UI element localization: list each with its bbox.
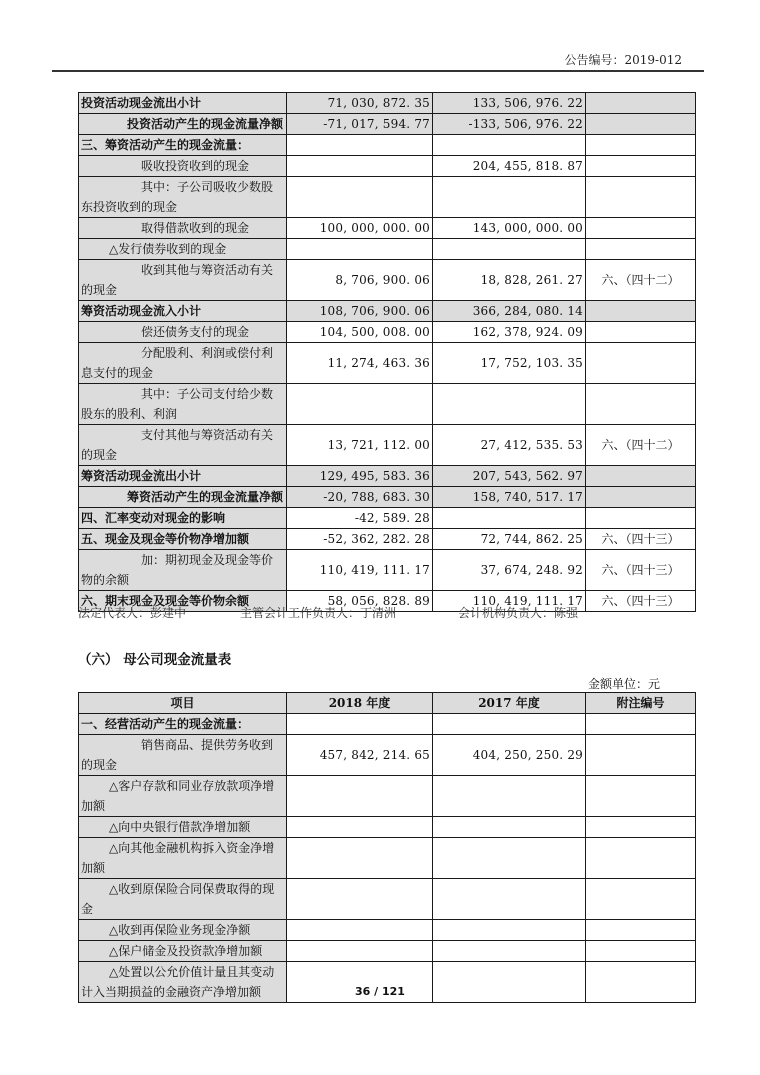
note-ref [586, 343, 696, 384]
value-2017 [433, 817, 586, 838]
value-2018: 58, 056, 828. 89 [287, 591, 433, 612]
value-2017: 133, 506, 976. 22 [433, 93, 586, 114]
value-2017: -133, 506, 976. 22 [433, 114, 586, 135]
value-2018: 13, 721, 112. 00 [287, 425, 433, 466]
value-2017 [433, 776, 586, 817]
table-row [79, 529, 696, 550]
row-label: △收到原保险合同保费取得的现金 [79, 879, 287, 920]
table-row [79, 384, 696, 425]
value-2017: 204, 455, 818. 87 [433, 156, 586, 177]
value-2018 [287, 941, 433, 962]
value-2017 [433, 920, 586, 941]
note-ref [586, 920, 696, 941]
table-row [79, 941, 696, 962]
header-note: 附注编号 [586, 693, 696, 714]
table-row [79, 239, 696, 260]
row-label: △发行债券收到的现金 [79, 239, 287, 260]
table-row [79, 920, 696, 941]
value-2018: 71, 030, 872. 35 [287, 93, 433, 114]
row-label: 筹资活动产生的现金流量净额 [79, 487, 287, 508]
value-2017 [433, 838, 586, 879]
section-title: （六） 母公司现金流量表 [78, 652, 232, 668]
value-2018 [287, 879, 433, 920]
note-ref [586, 114, 696, 135]
row-label: 吸收投资收到的现金 [79, 156, 287, 177]
value-2018 [287, 239, 433, 260]
note-ref [586, 322, 696, 343]
value-2017: 72, 744, 862. 25 [433, 529, 586, 550]
note-ref [586, 879, 696, 920]
doc-number: 公告编号：2019-012 [564, 53, 682, 67]
accounting-head: 主管会计工作负责人：丁清洲 [240, 606, 397, 620]
accounting-org-head: 会计机构负责人：陈强 [458, 606, 579, 620]
table-row [79, 425, 696, 466]
note-ref [586, 93, 696, 114]
value-2017 [433, 384, 586, 425]
value-2017 [433, 177, 586, 218]
value-2017: 162, 378, 924. 09 [433, 322, 586, 343]
note-ref [586, 135, 696, 156]
value-2017: 110, 419, 111. 17 [433, 591, 586, 612]
row-label: 四、汇率变动对现金的影响 [79, 508, 287, 529]
note-ref [586, 177, 696, 218]
note-ref [586, 941, 696, 962]
table-header-row [79, 693, 696, 714]
currency-unit: 金额单位：元 [587, 677, 660, 691]
table-row [79, 487, 696, 508]
table-row [79, 322, 696, 343]
row-label: △向中央银行借款净增加额 [79, 817, 287, 838]
value-2018 [287, 817, 433, 838]
table-row [79, 93, 696, 114]
note-ref [586, 218, 696, 239]
value-2018: 104, 500, 008. 00 [287, 322, 433, 343]
row-label: 加：期初现金及现金等价物的余额 [79, 550, 287, 591]
table-row [79, 508, 696, 529]
value-2018: 11, 274, 463. 36 [287, 343, 433, 384]
table-row [79, 735, 696, 776]
note-ref [586, 156, 696, 177]
table-row [79, 260, 696, 301]
value-2017: 17, 752, 103. 35 [433, 343, 586, 384]
row-label: 五、现金及现金等价物净增加额 [79, 529, 287, 550]
value-2018 [287, 838, 433, 879]
value-2017 [433, 879, 586, 920]
note-ref: 六、（四十三） [586, 550, 696, 591]
table-row [79, 838, 696, 879]
row-label: △向其他金融机构拆入资金净增加额 [79, 838, 287, 879]
table-row [79, 114, 696, 135]
row-label: 支付其他与筹资活动有关的现金 [79, 425, 287, 466]
table-row [79, 879, 696, 920]
table-row [79, 301, 696, 322]
table-row [79, 776, 696, 817]
row-label: △保户储金及投资款净增加额 [79, 941, 287, 962]
table-row [79, 550, 696, 591]
value-2018 [287, 384, 433, 425]
table-row [79, 156, 696, 177]
table-row [79, 218, 696, 239]
note-ref [586, 817, 696, 838]
note-ref [586, 776, 696, 817]
table-row [79, 714, 696, 735]
note-ref [586, 735, 696, 776]
header-2018: 2018 年度 [287, 693, 433, 714]
note-ref [586, 239, 696, 260]
value-2018: -52, 362, 282. 28 [287, 529, 433, 550]
value-2017 [433, 714, 586, 735]
row-label: 其中：子公司支付给少数股东的股利、利润 [79, 384, 287, 425]
row-label: 取得借款收到的现金 [79, 218, 287, 239]
value-2018: 8, 706, 900. 06 [287, 260, 433, 301]
row-label: 筹资活动现金流出小计 [79, 466, 287, 487]
header-2017: 2017 年度 [433, 693, 586, 714]
value-2017: 404, 250, 250. 29 [433, 735, 586, 776]
note-ref [586, 384, 696, 425]
value-2018: -42, 589. 28 [287, 508, 433, 529]
note-ref [586, 466, 696, 487]
value-2018: 457, 842, 214. 65 [287, 735, 433, 776]
note-ref [586, 508, 696, 529]
value-2018: -20, 788, 683. 30 [287, 487, 433, 508]
value-2018: 129, 495, 583. 36 [287, 466, 433, 487]
value-2018 [287, 177, 433, 218]
value-2017: 37, 674, 248. 92 [433, 550, 586, 591]
table-row [79, 466, 696, 487]
value-2018 [287, 156, 433, 177]
note-ref [586, 714, 696, 735]
row-label: 筹资活动现金流入小计 [79, 301, 287, 322]
value-2018 [287, 920, 433, 941]
note-ref: 六、（四十三） [586, 529, 696, 550]
header-item: 项目 [79, 693, 287, 714]
value-2017: 18, 828, 261. 27 [433, 260, 586, 301]
table-row [79, 817, 696, 838]
page-number: 36 / 121 [355, 985, 405, 998]
row-label: 分配股利、利润或偿付利息支付的现金 [79, 343, 287, 384]
row-label: 投资活动现金流出小计 [79, 93, 287, 114]
value-2018: -71, 017, 594. 77 [287, 114, 433, 135]
value-2018: 100, 000, 000. 00 [287, 218, 433, 239]
value-2017: 158, 740, 517. 17 [433, 487, 586, 508]
header-rule [52, 70, 704, 72]
value-2017: 143, 000, 000. 00 [433, 218, 586, 239]
cashflow-table-continued [78, 92, 696, 612]
value-2018: 108, 706, 900. 06 [287, 301, 433, 322]
row-label: 其中：子公司吸收少数股东投资收到的现金 [79, 177, 287, 218]
row-label: △处置以公允价值计量且其变动计入当期损益的金融资产净增加额 [79, 962, 287, 1003]
table-row [79, 343, 696, 384]
row-label: △收到再保险业务现金净额 [79, 920, 287, 941]
value-2017 [433, 508, 586, 529]
row-label: 六、期末现金及现金等价物余额 [79, 591, 287, 612]
note-ref [586, 487, 696, 508]
row-label: 三、筹资活动产生的现金流量： [79, 135, 287, 156]
value-2018 [287, 135, 433, 156]
row-label: 销售商品、提供劳务收到的现金 [79, 735, 287, 776]
value-2017 [433, 239, 586, 260]
row-label: 偿还债务支付的现金 [79, 322, 287, 343]
value-2017: 366, 284, 080. 14 [433, 301, 586, 322]
table-row [79, 135, 696, 156]
note-ref [586, 838, 696, 879]
row-label: 一、经营活动产生的现金流量： [79, 714, 287, 735]
value-2017: 207, 543, 562. 97 [433, 466, 586, 487]
note-ref: 六、（四十二） [586, 260, 696, 301]
value-2018 [287, 714, 433, 735]
value-2018: 110, 419, 111. 17 [287, 550, 433, 591]
value-2017 [433, 941, 586, 962]
note-ref: 六、（四十二） [586, 425, 696, 466]
value-2018 [287, 776, 433, 817]
note-ref: 六、（四十三） [586, 591, 696, 612]
value-2017: 27, 412, 535. 53 [433, 425, 586, 466]
value-2017 [433, 135, 586, 156]
note-ref [586, 301, 696, 322]
legal-representative: 法定代表人：彭建中 [78, 606, 187, 620]
row-label: 收到其他与筹资活动有关的现金 [79, 260, 287, 301]
row-label: 投资活动产生的现金流量净额 [79, 114, 287, 135]
table-row [79, 177, 696, 218]
parent-cashflow-table [78, 692, 696, 1003]
row-label: △客户存款和同业存放款项净增加额 [79, 776, 287, 817]
